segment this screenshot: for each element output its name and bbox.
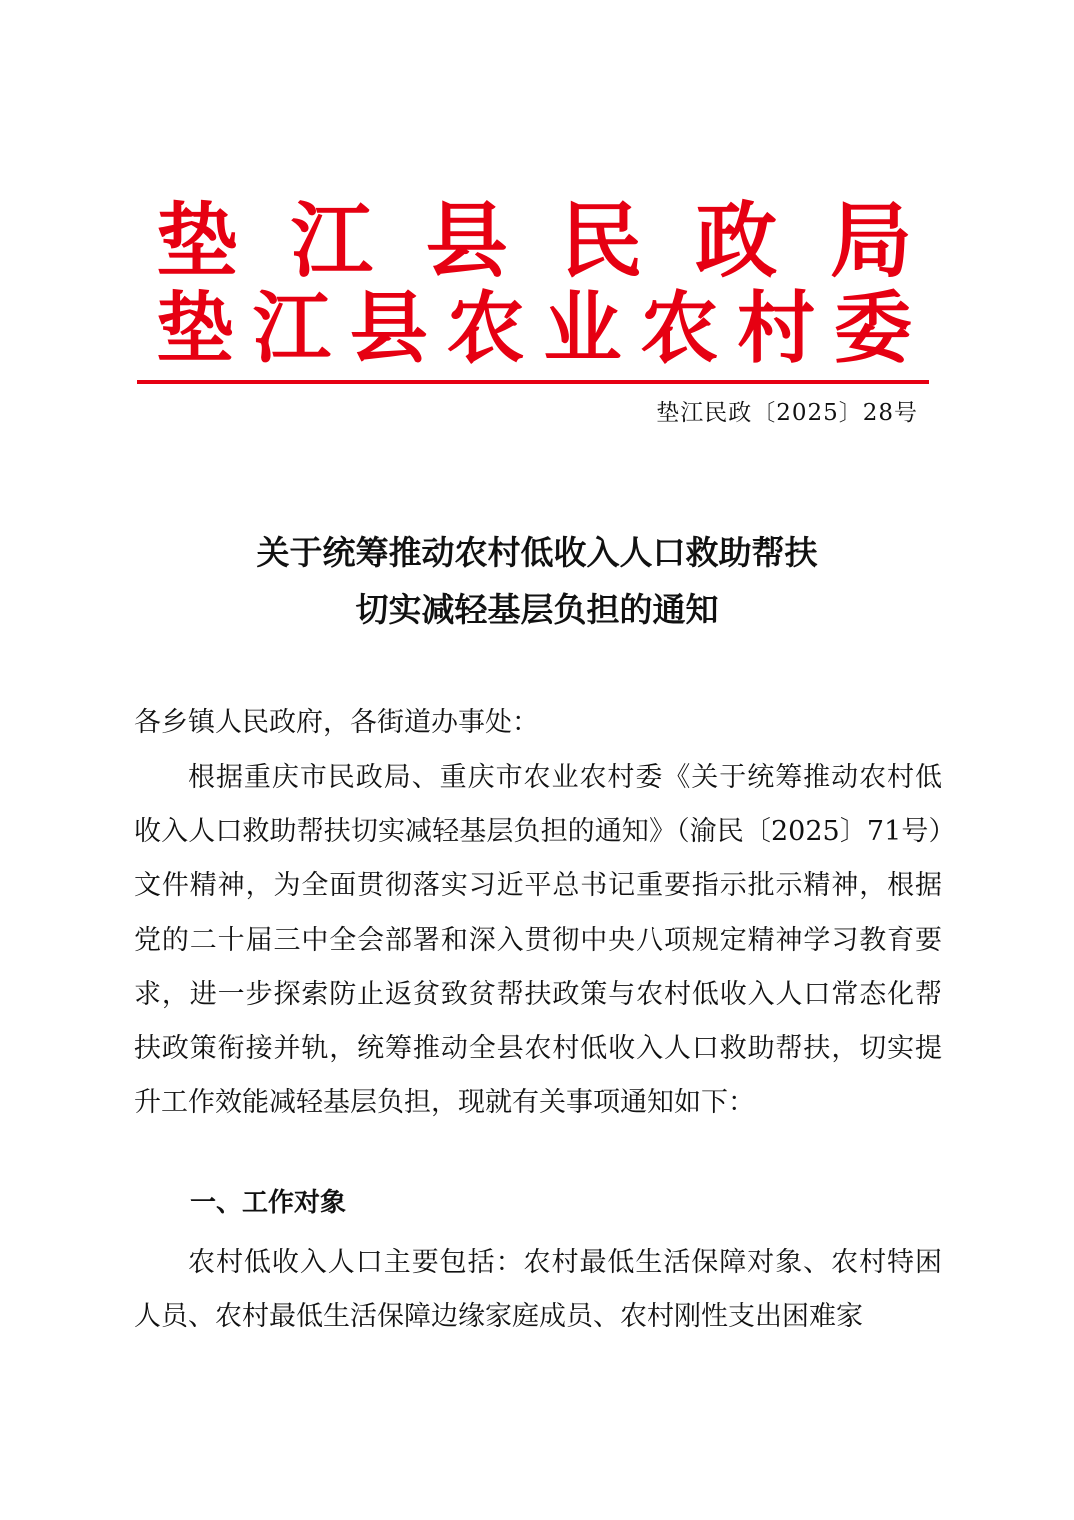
document-title-line-1: 关于统筹推动农村低收入人口救助帮扶: [256, 533, 818, 572]
issuer-char: 农: [446, 283, 525, 374]
issuer-char: 县: [349, 283, 428, 374]
issuer-char: 民: [560, 193, 643, 289]
addressee: 各乡镇人民政府，各街道办事处：: [134, 707, 539, 738]
issuer-char: 垫: [156, 283, 235, 374]
issuer-name-agriculture: [142, 283, 932, 374]
issuer-char: 江: [252, 283, 331, 374]
red-header-rule: [137, 380, 929, 384]
issuer-char: 政: [695, 193, 778, 289]
body-paragraph: 根据重庆市民政局、重庆市农业农村委《关于统筹推动农村低收入人口救助帮扶切实减轻基层负担的通知》（渝民〔2025〕71号）文件精神，为全面贯彻落实习近平总书记重要指示批示精神，根据党的二十届三中全会部署和深入贯彻中央八项规定精神学习教育要求，进一步探索防止返贫致贫帮扶政策与农村低收入人口常态化帮扶政策衔接并轨，统筹推动全县农村低收入人口救助帮扶，切实提升工作效能减轻基层负担，现就有关事项通知如下：: [134, 762, 942, 1119]
issuer-char: 农: [640, 283, 719, 374]
issuer-char: 垫: [156, 193, 239, 289]
document-title-line-2: 切实减轻基层负担的通知: [355, 590, 719, 629]
issuer-char: 县: [425, 193, 508, 289]
section-heading: 一、工作对象: [190, 1188, 347, 1218]
issuer-char: 村: [737, 283, 816, 374]
body-paragraph: 农村低收入人口主要包括：农村最低生活保障对象、农村特困人员、农村最低生活保障边缘家庭成员、农村刚性支出困难家: [134, 1247, 942, 1333]
issuer-char: 局: [829, 193, 912, 289]
issuer-char: 业: [543, 283, 622, 374]
issuer-char: 江: [290, 193, 373, 289]
issuer-name-civil-affairs: [142, 193, 932, 289]
issuer-char: 委: [833, 283, 912, 374]
document-number: 垫江民政〔2025〕28号: [656, 400, 918, 426]
